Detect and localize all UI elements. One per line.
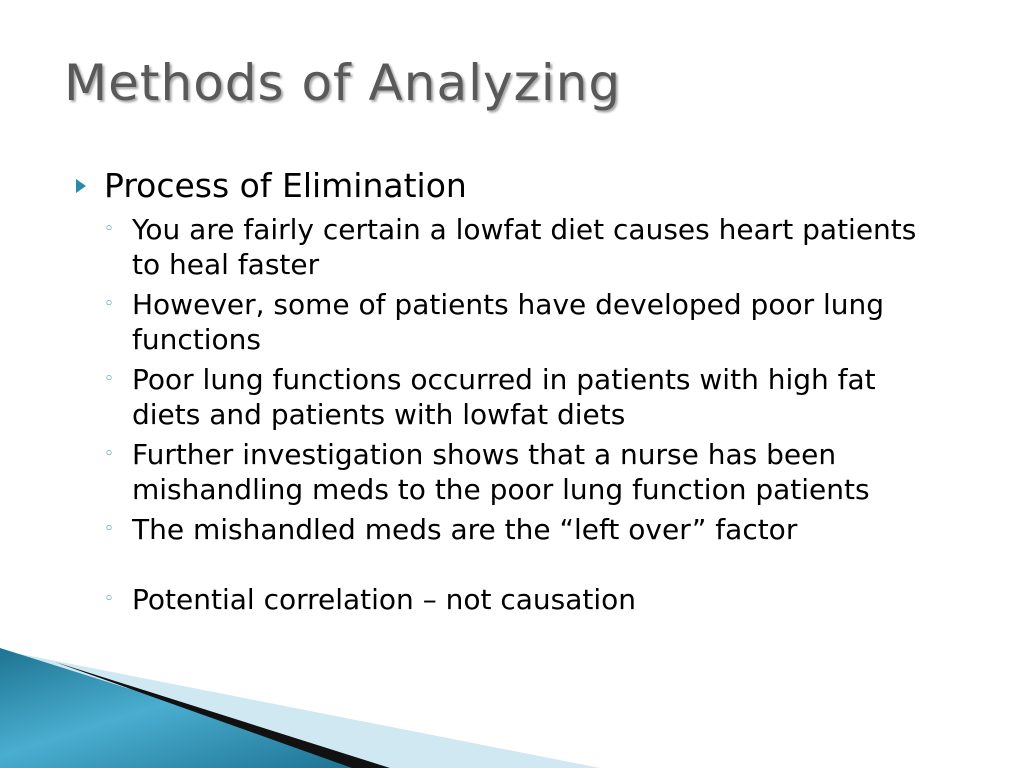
bullet-process-of-elimination xyxy=(76,166,956,206)
sub-bullet-text: You are fairly certain a lowfat diet causes heart patients to heal faster xyxy=(132,213,917,281)
hollow-circle-bullet-icon: ◦ xyxy=(104,444,115,464)
sub-bullet-item xyxy=(104,287,956,357)
hollow-circle-bullet-icon: ◦ xyxy=(104,519,115,539)
sub-bullet-item xyxy=(104,437,956,507)
triangle-right-icon xyxy=(76,166,104,206)
sub-bullet-item xyxy=(104,212,956,282)
bullet-text: Process of Elimination xyxy=(104,166,467,205)
hollow-circle-bullet-icon: ◦ xyxy=(104,369,115,389)
sub-bullet-text: However, some of patients have developed poor lung functions xyxy=(132,288,885,356)
sub-bullet-text: Further investigation shows that a nurse has been mishandling meds to the poor lung function patients xyxy=(132,438,870,506)
sub-bullet-text: Poor lung functions occurred in patients with high fat diets and patients with lowfat diets xyxy=(132,363,876,431)
sub-bullet-text: Potential correlation – not causation xyxy=(132,583,637,616)
slide-content xyxy=(76,166,956,622)
hollow-circle-bullet-icon: ◦ xyxy=(104,294,115,314)
sub-bullet-item xyxy=(104,512,956,547)
sub-bullet-text: The mishandled meds are the “left over” factor xyxy=(132,513,798,546)
slide-title: Methods of Analyzing xyxy=(64,54,622,112)
sub-bullet-list xyxy=(76,212,956,617)
hollow-circle-bullet-icon: ◦ xyxy=(104,219,115,239)
sub-bullet-item xyxy=(104,362,956,432)
sub-bullet-item xyxy=(104,582,956,617)
hollow-circle-bullet-icon: ◦ xyxy=(104,589,115,609)
